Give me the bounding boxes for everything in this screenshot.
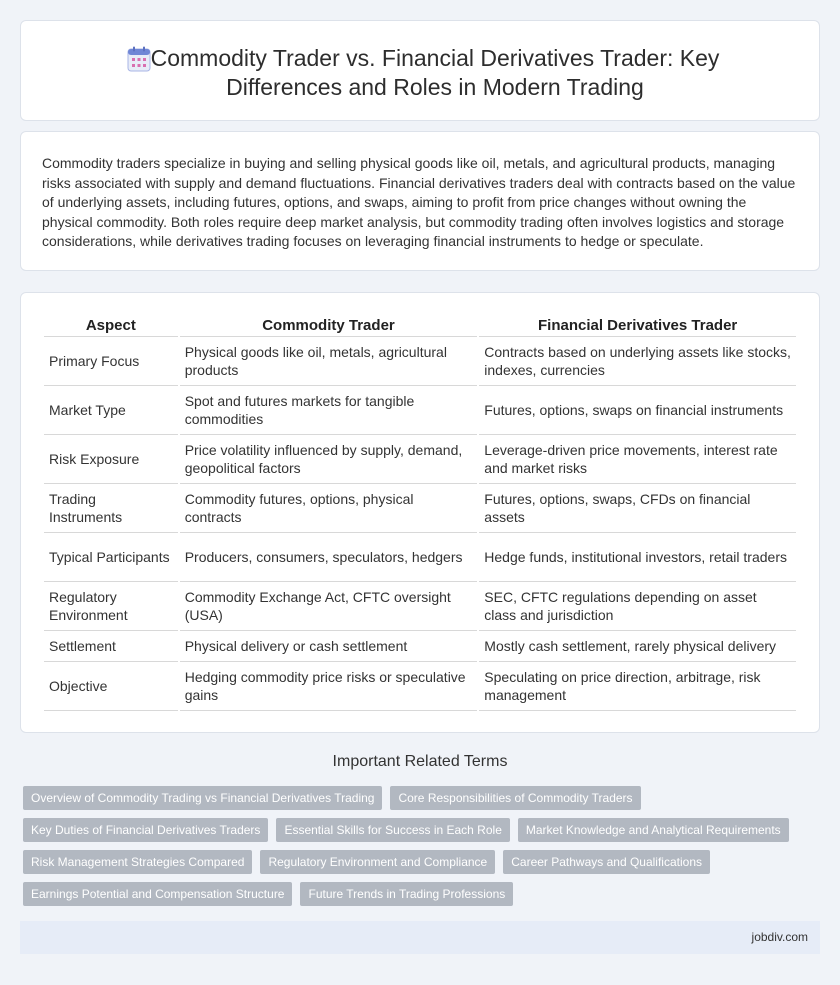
row-derivatives: Leverage-driven price movements, interest rate and market risks xyxy=(479,435,796,484)
row-aspect: Objective xyxy=(44,662,178,711)
row-derivatives: Hedge funds, institutional investors, retail traders xyxy=(479,533,796,582)
row-commodity: Commodity Exchange Act, CFTC oversight (USA) xyxy=(180,582,478,631)
row-commodity: Hedging commodity price risks or speculative gains xyxy=(180,662,478,711)
row-aspect: Trading Instruments xyxy=(44,484,178,533)
related-tag[interactable]: Market Knowledge and Analytical Requirements xyxy=(518,818,789,842)
table-row xyxy=(44,435,796,484)
table-row xyxy=(44,337,796,386)
related-tag[interactable]: Career Pathways and Qualifications xyxy=(503,850,710,874)
row-derivatives: Contracts based on underlying assets like stocks, indexes, currencies xyxy=(479,337,796,386)
table-header-row xyxy=(44,315,796,337)
comparison-table-card xyxy=(20,292,820,733)
row-commodity: Price volatility influenced by supply, demand, geopolitical factors xyxy=(180,435,478,484)
page-title: Commodity Trader vs. Financial Derivatives Trader: Key Differences and Roles in Modern Trading xyxy=(150,45,720,100)
header-aspect: Aspect xyxy=(44,315,178,337)
row-commodity: Physical delivery or cash settlement xyxy=(180,631,478,662)
row-aspect: Risk Exposure xyxy=(44,435,178,484)
related-tag[interactable]: Essential Skills for Success in Each Role xyxy=(276,818,509,842)
table-row xyxy=(44,662,796,711)
table-row xyxy=(44,386,796,435)
related-terms-heading: Important Related Terms xyxy=(332,753,508,770)
header-card xyxy=(20,20,820,121)
row-commodity: Commodity futures, options, physical contracts xyxy=(180,484,478,533)
row-aspect: Market Type xyxy=(44,386,178,435)
row-commodity: Physical goods like oil, metals, agricultural products xyxy=(180,337,478,386)
row-commodity: Producers, consumers, speculators, hedgers xyxy=(180,533,478,582)
row-aspect: Primary Focus xyxy=(44,337,178,386)
header-derivatives-trader: Financial Derivatives Trader xyxy=(479,315,796,337)
related-tag[interactable]: Risk Management Strategies Compared xyxy=(23,850,252,874)
table-row xyxy=(44,484,796,533)
footer xyxy=(20,921,820,954)
row-derivatives: Speculating on price direction, arbitrage, risk management xyxy=(479,662,796,711)
header-commodity-trader: Commodity Trader xyxy=(180,315,478,337)
table-row xyxy=(44,631,796,662)
row-aspect: Regulatory Environment xyxy=(44,582,178,631)
table-row xyxy=(44,533,796,582)
related-tag[interactable]: Future Trends in Trading Professions xyxy=(300,882,513,906)
related-tag[interactable]: Key Duties of Financial Derivatives Traders xyxy=(23,818,268,842)
table-row xyxy=(44,582,796,631)
row-commodity: Spot and futures markets for tangible commodities xyxy=(180,386,478,435)
row-aspect: Settlement xyxy=(44,631,178,662)
comparison-table xyxy=(42,315,798,711)
row-derivatives: Mostly cash settlement, rarely physical delivery xyxy=(479,631,796,662)
intro-card xyxy=(20,131,820,271)
row-derivatives: Futures, options, swaps on financial instruments xyxy=(479,386,796,435)
row-aspect: Typical Participants xyxy=(44,533,178,582)
related-tag[interactable]: Core Responsibilities of Commodity Traders xyxy=(390,786,640,810)
row-derivatives: SEC, CFTC regulations depending on asset class and jurisdiction xyxy=(479,582,796,631)
related-tag[interactable]: Earnings Potential and Compensation Structure xyxy=(23,882,292,906)
footer-site-link[interactable]: jobdiv.com xyxy=(751,930,808,944)
intro-paragraph: Commodity traders specialize in buying and selling physical goods like oil, metals, and agricultural products, managing risks associated with supply and demand fluctuations. Financial derivatives traders deal with contracts based on the value of underlying assets, including futures, options, and swaps, aiming to profit from price changes without owning the physical commodity. Both roles require deep market analysis, but commodity trading often involves logistics and storage considerations, while derivatives trading focuses on leveraging financial instruments to hedge or speculate. xyxy=(42,155,796,250)
row-derivatives: Futures, options, swaps, CFDs on financial assets xyxy=(479,484,796,533)
related-tag[interactable]: Overview of Commodity Trading vs Financial Derivatives Trading xyxy=(23,786,382,810)
related-terms-tags xyxy=(23,786,813,906)
related-tag[interactable]: Regulatory Environment and Compliance xyxy=(260,850,495,874)
